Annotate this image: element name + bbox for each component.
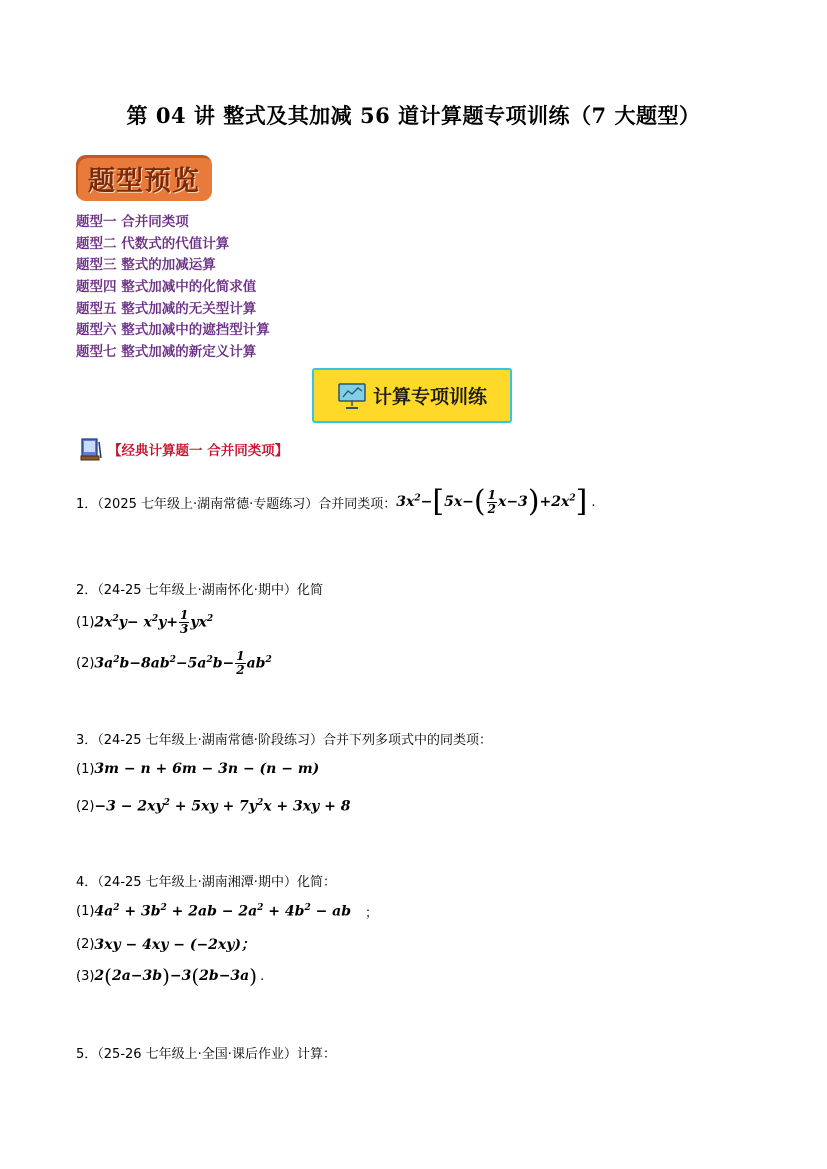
toc-item-3[interactable]: 题型三 整式的加减运算	[76, 257, 216, 274]
question-3-part-1	[76, 761, 319, 777]
question-3: 3．（24-25 七年级上·湖南常德·阶段练习）合并下列多项式中的同类项：	[76, 733, 492, 748]
question-1-prefix: 1．（2025 七年级上·湖南常德·专题练习）合并同类项：	[76, 496, 397, 512]
question-3-part-2-label: (2)	[76, 798, 95, 814]
section-heading-label: 【经典计算题一 合并同类项】	[108, 443, 289, 459]
question-3-part-1-label: (1)	[76, 761, 95, 777]
toc-item-6[interactable]: 题型六 整式加减中的遮挡型计算	[76, 322, 270, 339]
question-3-part-1-expression: 3m − n + 6m − 3n − (n − m)	[94, 761, 320, 777]
question-3-part-2	[76, 798, 350, 815]
question-type-list	[76, 212, 270, 364]
page-title: 第 04 讲 整式及其加减 56 道计算题专项训练（7 大题型）	[126, 103, 701, 128]
question-4-part-2	[76, 934, 255, 954]
question-2-part-1-label: (1)	[76, 615, 95, 630]
question-4-part-2-label: (2)	[76, 936, 95, 952]
presentation-board-icon	[337, 382, 367, 410]
preview-badge	[76, 155, 212, 201]
toc-item-2[interactable]: 题型二 代数式的代值计算	[76, 235, 230, 252]
book-icon	[78, 436, 104, 462]
question-2-part-1	[76, 609, 213, 636]
question-2: 2．（24-25 七年级上·湖南怀化·期中）化简	[76, 583, 323, 598]
section-heading	[78, 436, 288, 462]
training-banner-label: 计算专项训练	[372, 386, 487, 408]
question-4: 4．（24-25 七年级上·湖南湘潭·期中）化简：	[76, 875, 336, 890]
question-4-part-3: (3) 2(2a−3b)−3(2b−3a) .	[76, 964, 265, 988]
question-4-part-1: (1) $4a^2 + 3b^2 + 2ab - 2a^2 + 4b^2$ − ab ；	[76, 903, 379, 921]
question-3-part-2-expression: $-3 - 2xy^2 + 5xy + 7y^2x + 3xy + 8$	[94, 798, 351, 815]
training-banner	[312, 368, 512, 423]
question-2-part-2	[76, 650, 272, 677]
question-1-expression: $3x^2-[5x-$( $\frac{1}{2}$ $x-3)+2x^2$]	[396, 484, 588, 519]
toc-item-7[interactable]: 题型七 整式加减的新定义计算	[76, 344, 257, 361]
question-2-part-2-label: (2)	[76, 656, 95, 671]
question-4-part-2-expression: 3xy − 4xy − (−2xy)；	[94, 937, 256, 953]
question-2-part-2-expression: $3a^2b-8ab^2-5a^2b-$ $\frac{1}{2}$ $ab^2$	[94, 649, 272, 677]
question-4-part-3-expression: 2(2a−3b)−3(2b−3a)	[94, 964, 258, 988]
toc-item-1[interactable]: 题型一 合并同类项	[76, 214, 189, 230]
question-4-part-3-label: (3)	[76, 968, 95, 984]
toc-item-5[interactable]: 题型五 整式加减的无关型计算	[76, 300, 257, 317]
question-2-part-1-expression: $2x^2y- x^2y+$ $\frac{1}{3}$ $yx^2$	[94, 608, 214, 636]
preview-badge-label: 题型预览	[88, 165, 200, 197]
question-1: 1．（2025 七年级上·湖南常德·专题练习）合并同类项： $3x^2-[5x-$( $\frac{1}{2}$ $x-3)+2x^2$] .	[76, 484, 596, 519]
question-4-part-1-expression: $4a^2 + 3b^2 + 2ab - 2a^2 + 4b^2$ − ab	[94, 903, 352, 920]
toc-item-4[interactable]: 题型四 整式加减中的化简求值	[76, 279, 257, 296]
question-5: 5．（25-26 七年级上·全国·课后作业）计算：	[76, 1047, 336, 1062]
question-4-part-1-label: (1)	[76, 904, 95, 919]
